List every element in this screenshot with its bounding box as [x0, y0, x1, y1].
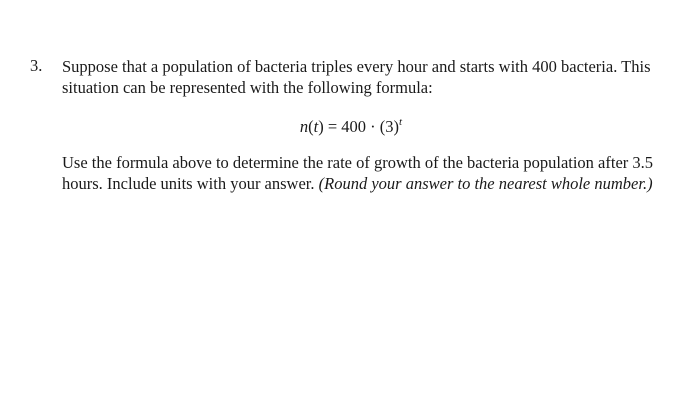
formula-variable: t	[313, 117, 319, 136]
growth-formula: $n(t) = 400 \cdot (3)^t$	[299, 116, 403, 136]
formula-exponent: t	[399, 116, 403, 128]
rounding-note: (Round your answer to the nearest whole number.)	[318, 174, 653, 193]
problem-number: 3.	[30, 56, 43, 75]
problem-intro: Suppose that a population of bacteria triples every hour and starts with 400 bacteria. This situation can be represented with the following formula:	[62, 57, 651, 97]
problem-body	[62, 56, 680, 194]
formula-dot: ·	[370, 117, 376, 136]
formula-coefficient: 400	[341, 117, 367, 136]
question-text: Use the formula above to determine the rate of growth of the bacteria population after 3.5 hours. Include units with your answer.	[62, 153, 654, 193]
formula-function: n	[299, 117, 309, 136]
problem-3	[30, 56, 680, 194]
formula-base: (3)	[379, 117, 400, 136]
problem-question	[62, 152, 680, 194]
